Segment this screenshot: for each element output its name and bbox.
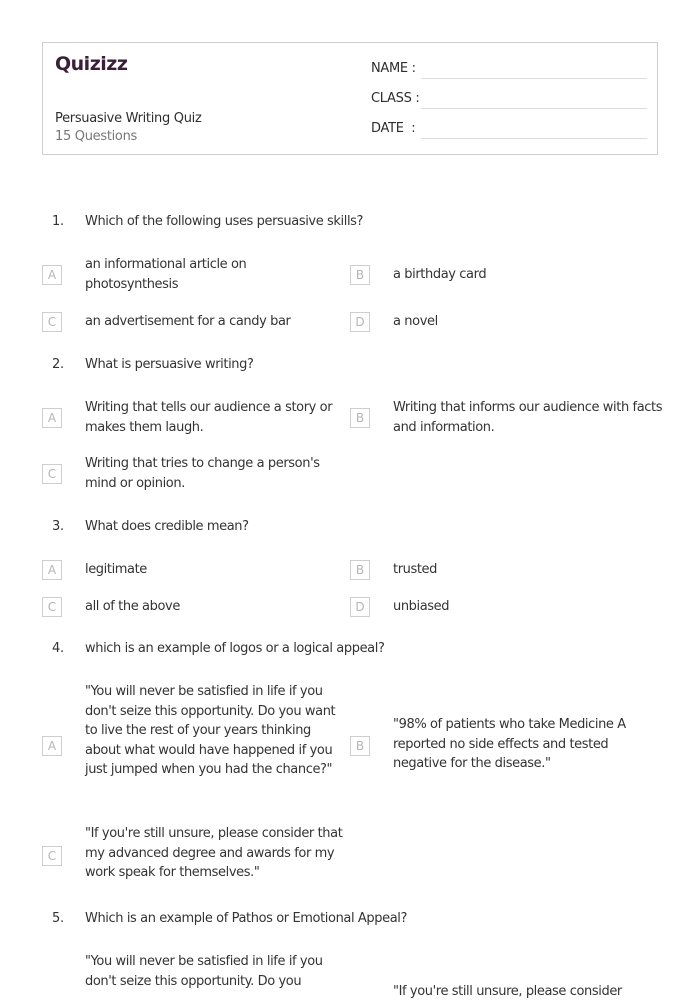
option-letter-box[interactable]: A xyxy=(42,265,62,285)
quizizz-logo: Quizizz xyxy=(55,53,128,75)
option-text: a birthday card xyxy=(393,267,487,282)
class-line[interactable] xyxy=(421,108,647,109)
option-text: "You will never be satisfied in life if you don't seize this opportunity. Do you xyxy=(85,954,323,989)
question-text: Which is an example of Pathos or Emotional Appeal? xyxy=(85,911,407,926)
option-text: Writing that tells our audience a story or makes them laugh. xyxy=(85,400,333,435)
option-letter-box[interactable]: A xyxy=(42,736,62,756)
question-text: Which of the following uses persuasive skills? xyxy=(85,214,364,229)
question-number: 4. xyxy=(52,641,64,656)
question-number: 5. xyxy=(52,911,64,926)
class-label: CLASS : xyxy=(371,91,420,106)
option-letter-box[interactable]: C xyxy=(42,312,62,332)
option-letter-box[interactable]: C xyxy=(42,464,62,484)
q5-option-b[interactable] xyxy=(390,982,680,999)
option-letter-box[interactable]: B xyxy=(350,408,370,428)
option-text: an advertisement for a candy bar xyxy=(85,314,291,329)
question-number: 1. xyxy=(52,214,64,229)
option-text: "If you're still unsure, please consider that my advanced degree and awards for my work speak for themselves." xyxy=(85,826,343,880)
option-text: Writing that tries to change a person's mind or opinion. xyxy=(85,456,320,491)
class-field[interactable] xyxy=(371,91,647,111)
option-letter-box[interactable]: B xyxy=(350,736,370,756)
quiz-title: Persuasive Writing Quiz xyxy=(55,111,202,126)
name-label: NAME : xyxy=(371,61,416,76)
option-text: "You will never be satisfied in life if you don't seize this opportunity. Do you want to live the rest of your years thinking about what would have happened if you just jumped when you had the chance?" xyxy=(85,684,336,777)
option-text: all of the above xyxy=(85,599,180,614)
option-text: Writing that informs our audience with facts and information. xyxy=(393,400,663,435)
date-label: DATE : xyxy=(371,121,416,136)
option-text: "If you're still unsure, please consider xyxy=(393,984,622,999)
option-letter-box[interactable]: D xyxy=(350,597,370,617)
worksheet-header xyxy=(42,42,658,155)
option-letter-box[interactable]: B xyxy=(350,560,370,580)
name-line[interactable] xyxy=(421,78,647,79)
option-text: legitimate xyxy=(85,562,147,577)
option-text: a novel xyxy=(393,314,438,329)
option-letter-box[interactable]: B xyxy=(350,265,370,285)
question-count: 15 Questions xyxy=(55,129,137,144)
option-letter-box[interactable]: A xyxy=(42,408,62,428)
option-text: trusted xyxy=(393,562,438,577)
question-text: which is an example of logos or a logical appeal? xyxy=(85,641,385,656)
option-letter-box[interactable]: D xyxy=(350,312,370,332)
question-number: 3. xyxy=(52,519,64,534)
option-text: an informational article on photosynthesis xyxy=(85,257,247,292)
date-field[interactable] xyxy=(371,121,647,141)
option-text: "98% of patients who take Medicine A reported no side effects and tested negative for the disease." xyxy=(393,717,626,771)
name-field[interactable] xyxy=(371,61,647,81)
option-letter-box[interactable]: C xyxy=(42,846,62,866)
option-letter-box[interactable]: C xyxy=(42,597,62,617)
date-line[interactable] xyxy=(421,138,647,139)
question-text: What is persuasive writing? xyxy=(85,357,254,372)
question-text: What does credible mean? xyxy=(85,519,249,534)
question-number: 2. xyxy=(52,357,64,372)
option-text: unbiased xyxy=(393,599,450,614)
option-letter-box[interactable]: A xyxy=(42,560,62,580)
